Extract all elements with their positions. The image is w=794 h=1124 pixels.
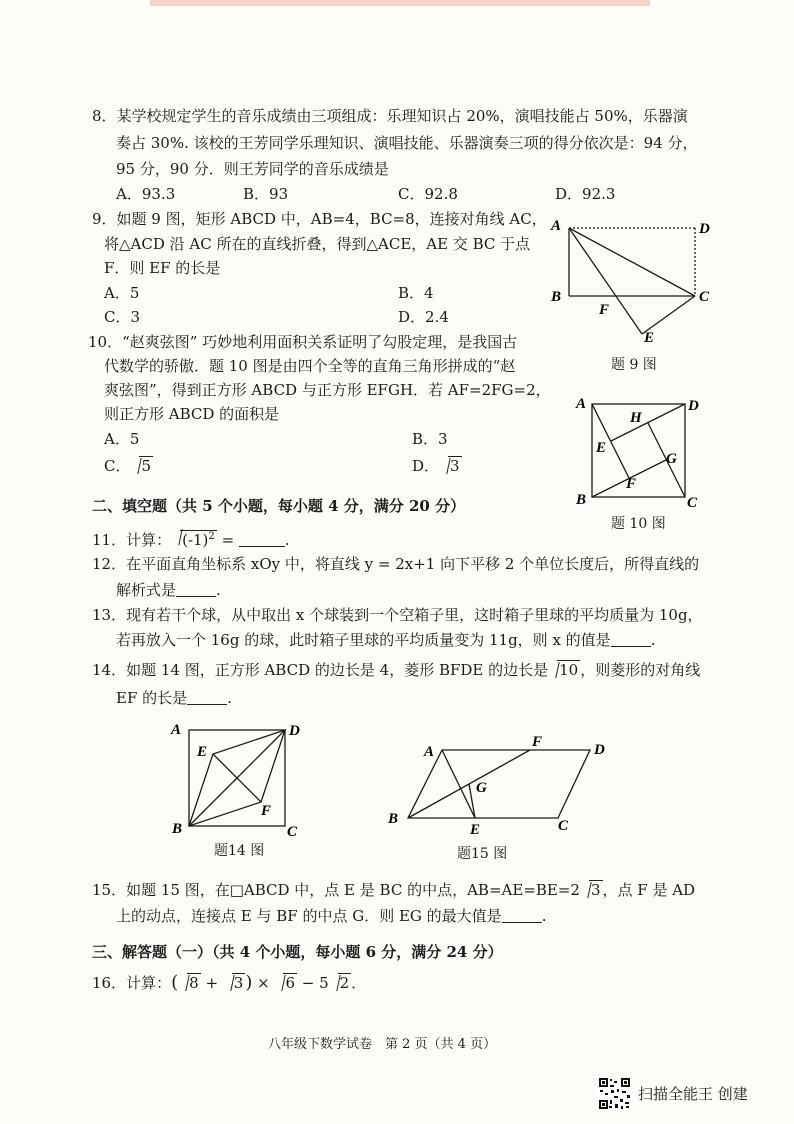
- fig9-label-a: A: [551, 218, 562, 234]
- fig9-caption: 题 9 图: [611, 357, 657, 373]
- figure-14: [165, 718, 315, 843]
- fig10-label-g: G: [666, 451, 677, 467]
- q12-line2: 解析式是 .: [116, 581, 221, 599]
- figure-15: [380, 728, 625, 838]
- fig14-label-d: D: [289, 723, 300, 739]
- q14-line2: EF 的长是 .: [116, 689, 232, 707]
- q13-answer-blank[interactable]: [611, 632, 651, 647]
- q11-sqrt: $(-1)^2$: [171, 527, 217, 550]
- q10-line1: 10．“赵爽弦图” 巧妙地利用面积关系证明了勾股定理，是我国古: [88, 333, 518, 351]
- scanner-brand-text: 扫描全能王 创建: [638, 1085, 748, 1103]
- fig15-label-f: F: [532, 734, 543, 750]
- fig15-label-e: E: [470, 822, 481, 838]
- q10-option-a: A．5: [104, 430, 140, 448]
- fig14-label-f: F: [261, 803, 272, 819]
- fig15-label-b: B: [388, 811, 399, 827]
- page-footer: 八年级下数学试卷 第 2 页（共 4 页）: [268, 1037, 497, 1052]
- figure-10: [572, 392, 702, 517]
- q12-answer-blank[interactable]: [176, 582, 216, 597]
- fig9-label-f: F: [599, 302, 610, 318]
- fig10-label-b: B: [576, 492, 587, 508]
- q8-line3: 95 分，90 分．则王芳同学的音乐成绩是: [116, 160, 389, 178]
- question-16: 16．计算：( 8 + 3 ) × 6 − 5 2 ．: [92, 972, 367, 993]
- fig9-label-b: B: [551, 289, 562, 305]
- fig10-label-e: E: [596, 440, 607, 456]
- fig10-label-a: A: [576, 396, 587, 412]
- q10-option-b: B．3: [412, 430, 448, 448]
- fig15-label-g: G: [476, 780, 487, 796]
- section-2-heading: 二、填空题（共 5 个小题，每小题 4 分，满分 20 分）: [92, 497, 466, 515]
- q8-line1: 8．某学校规定学生的音乐成绩由三项组成：乐理知识占 20%，演唱技能占 50%，乐器演: [92, 107, 688, 125]
- fig14-label-e: E: [197, 744, 208, 760]
- fig9-label-d: D: [699, 221, 710, 237]
- q9-line1: 9．如题 9 图，矩形 ABCD 中，AB=4，BC=8，连接对角线 AC，: [92, 210, 547, 228]
- qr-code-icon: [598, 1077, 631, 1110]
- q14-sqrt: 10: [548, 660, 580, 680]
- q10-option-d: [412, 456, 462, 476]
- fig15-label-a: A: [424, 744, 435, 760]
- fig14-caption: 题14 图: [214, 843, 265, 859]
- q8-option-c: C．92.8: [398, 185, 458, 203]
- q8-option-a: A．93.3: [116, 185, 176, 203]
- fig14-label-a: A: [171, 722, 182, 738]
- q9-option-d: D．2.4: [398, 308, 449, 326]
- fig9-label-e: E: [644, 330, 655, 346]
- q13-line2: 若再放入一个 16g 的球，此时箱子里球的平均质量变为 11g，则 x 的值是 .: [116, 631, 656, 649]
- q11-answer-blank[interactable]: [239, 532, 285, 547]
- fig14-label-c: C: [287, 824, 298, 840]
- q9-option-b: B．4: [398, 284, 434, 302]
- q9-line3: F．则 EF 的长是: [104, 259, 221, 277]
- fig10-label-f: F: [626, 476, 637, 492]
- fig10-caption: 题 10 图: [611, 516, 666, 532]
- q14-answer-blank[interactable]: [187, 690, 227, 705]
- q15-sqrt: 3: [580, 880, 603, 900]
- figure-9: [545, 212, 725, 357]
- fig9-label-c: C: [699, 289, 710, 305]
- q10-line3: 爽弦图”，得到正方形 ABCD 与正方形 EFGH．若 AF=2FG=2，: [104, 381, 551, 399]
- q10-option-c-label: C．: [104, 457, 131, 475]
- q8-line2: 奏占 30%. 该校的王芳同学乐理知识、演唱技能、乐器演奏三项的得分依次是：94 分，: [116, 134, 698, 152]
- q15-answer-blank[interactable]: [502, 908, 542, 923]
- q10-line2: 代数学的骄傲．题 10 图是由四个全等的直角三角形拼成的“赵: [104, 357, 516, 375]
- q10-option-d-label: D．: [412, 457, 440, 475]
- q12-line1: 12．在平面直角坐标系 xOy 中，将直线 y = 2x+1 向下平移 2 个单位长度后，所得直线的: [92, 555, 700, 573]
- q9-option-a: A．5: [104, 284, 140, 302]
- q13-line1: 13．现有若干个球，从中取出 x 个球装到一个空箱子里，这时箱子里球的平均质量为 10g，: [92, 606, 703, 624]
- q8-option-d: D．92.3: [555, 185, 616, 203]
- section-3-heading: 三、解答题（一）（共 4 个小题，每小题 6 分，满分 24 分）: [92, 943, 503, 961]
- fig15-caption: 题15 图: [457, 846, 508, 862]
- fig10-label-c: C: [687, 495, 698, 511]
- fig15-label-d: D: [594, 742, 605, 758]
- fig15-label-c: C: [558, 818, 569, 834]
- q10-option-d-sqrt: 3: [439, 456, 462, 476]
- q10-option-c-sqrt: 5: [130, 456, 153, 476]
- fig10-label-d: D: [688, 398, 699, 414]
- q10-line4: 则正方形 ABCD 的面积是: [104, 405, 280, 423]
- q14-line1: 14．如题 14 图，正方形 ABCD 的边长是 4，菱形 BFDE 的边长是 10 ，则菱形的对角线: [92, 661, 701, 679]
- q8-option-b: B．93: [243, 185, 289, 203]
- q9-option-c: C．3: [104, 308, 141, 326]
- fig14-label-b: B: [172, 821, 183, 837]
- q10-option-c: [104, 456, 153, 476]
- question-11: 11．计算： $(-1)^2$ = .: [92, 527, 290, 550]
- top-color-stripe: [150, 0, 650, 6]
- q15-line2: 上的动点，连接点 E 与 BF 的中点 G．则 EG 的最大值是 .: [116, 907, 547, 925]
- q15-line1: 15．如题 15 图，在□ABCD 中，点 E 是 BC 的中点，AB=AE=BE=2 3 ，点 F 是 AD: [92, 881, 696, 899]
- fig10-label-h: H: [630, 410, 642, 426]
- q9-line2: 将△ACD 沿 AC 所在的直线折叠，得到△ACE，AE 交 BC 于点: [104, 235, 531, 253]
